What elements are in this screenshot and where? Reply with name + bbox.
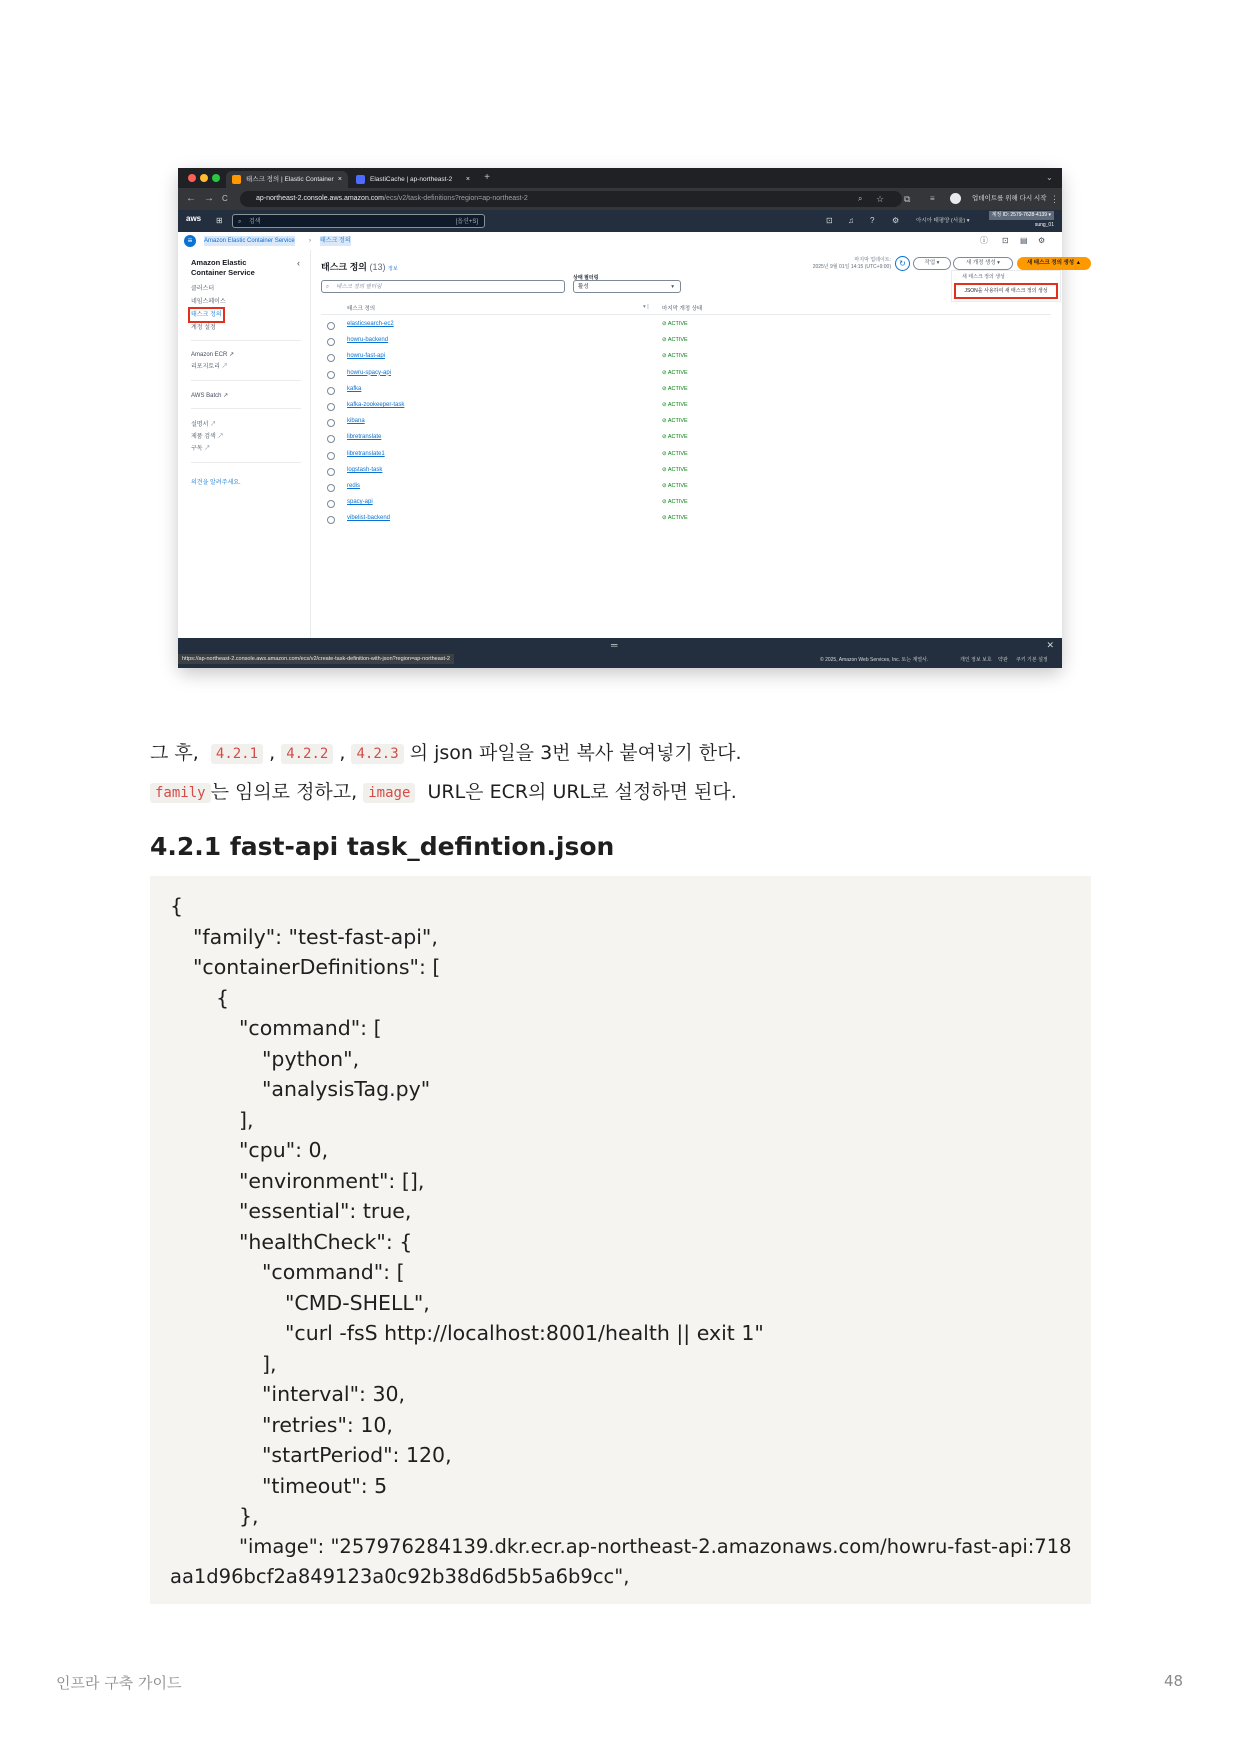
code-line: "family": "test-fast-api", bbox=[193, 925, 438, 949]
check-circle-icon: ⊘ bbox=[662, 450, 668, 457]
row-radio-button[interactable] bbox=[327, 500, 335, 508]
table-row[interactable] bbox=[321, 415, 1051, 431]
table-row[interactable] bbox=[321, 318, 1051, 334]
region-selector[interactable]: 아시아 태평양 (서울) ▾ bbox=[916, 218, 970, 224]
status-badge bbox=[662, 499, 688, 505]
code-line: ], bbox=[239, 1108, 254, 1132]
inline-code-image: image bbox=[363, 783, 415, 803]
tab-title: 태스크 정의 | Elastic Container bbox=[246, 176, 334, 183]
check-circle-icon: ⊘ bbox=[662, 418, 668, 425]
check-circle-icon: ⊘ bbox=[662, 385, 668, 392]
footer-doc-title: 인프라 구축 가이드 bbox=[56, 1674, 182, 1692]
zoom-icon[interactable]: ⌕ bbox=[858, 194, 863, 203]
task-count: (13) bbox=[369, 262, 386, 272]
filter-placeholder: 태스크 정의 필터링 bbox=[336, 284, 382, 290]
row-radio-button[interactable] bbox=[327, 371, 335, 379]
feedback-icon[interactable]: ⊡ bbox=[1002, 236, 1009, 245]
status-badge bbox=[662, 402, 688, 408]
back-icon[interactable]: ← bbox=[186, 193, 196, 204]
refresh-icon[interactable]: ↻ bbox=[895, 256, 910, 271]
column-header-status[interactable]: 마지막 개정 상태 bbox=[662, 306, 703, 312]
sidebar-item-aws-batch[interactable]: AWS Batch ↗ bbox=[191, 393, 229, 399]
preferences-gear-icon[interactable]: ⚙ bbox=[1038, 236, 1046, 245]
sidebar-divider bbox=[191, 340, 301, 341]
task-definition-link[interactable]: spacy-api bbox=[347, 499, 373, 506]
task-definition-link[interactable]: howru-spacy-api bbox=[347, 369, 392, 376]
page-title-text: 태스크 정의 bbox=[321, 262, 367, 272]
check-circle-icon: ⊘ bbox=[662, 353, 668, 360]
profile-avatar[interactable] bbox=[950, 193, 961, 204]
code-line: }, bbox=[239, 1504, 259, 1528]
sidebar-divider bbox=[191, 380, 301, 381]
url-field[interactable] bbox=[240, 191, 902, 207]
status-text: ACTIVE bbox=[667, 369, 688, 376]
status-text: ACTIVE bbox=[667, 515, 688, 522]
table-row[interactable] bbox=[321, 480, 1051, 496]
ecs-favicon-icon bbox=[232, 175, 241, 184]
sidebar-item-task-definitions[interactable]: 태스크 정의 bbox=[191, 312, 222, 318]
breadcrumb-separator-icon: › bbox=[309, 238, 311, 244]
code-line: { bbox=[216, 986, 230, 1010]
status-text: ACTIVE bbox=[667, 466, 688, 473]
console-screenshot bbox=[178, 168, 1082, 668]
forward-icon[interactable]: → bbox=[204, 193, 214, 204]
task-definition-link[interactable]: howru-fast-api bbox=[347, 353, 386, 360]
close-tab-icon[interactable]: × bbox=[465, 176, 470, 183]
footer-link-privacy[interactable]: 개인 정보 보호 bbox=[960, 657, 992, 663]
sidebar-title: Amazon Elastic Container Service bbox=[191, 258, 255, 277]
status-badge bbox=[662, 483, 688, 489]
check-circle-icon: ⊘ bbox=[662, 466, 668, 473]
sidebar-item-docs[interactable]: 설명서 ↗ bbox=[191, 422, 217, 428]
sidebar-item-discover[interactable]: 제품 검색 ↗ bbox=[191, 434, 224, 440]
sidebar-item-account-settings[interactable]: 계정 설정 bbox=[191, 325, 216, 331]
breadcrumb bbox=[178, 232, 1062, 251]
table-row[interactable] bbox=[321, 383, 1051, 399]
sidebar-divider bbox=[191, 408, 301, 409]
row-radio-button[interactable] bbox=[327, 387, 335, 395]
console-footer bbox=[178, 652, 1062, 668]
task-definition-link[interactable]: howru-backend bbox=[347, 337, 389, 344]
sort-icon[interactable]: ▾ | bbox=[643, 304, 649, 310]
task-definition-link[interactable]: vibelist-backend bbox=[347, 515, 391, 522]
close-window-icon[interactable] bbox=[188, 174, 196, 182]
aws-search-input[interactable] bbox=[232, 214, 485, 228]
code-line: "essential": true, bbox=[239, 1199, 412, 1223]
status-text: ACTIVE bbox=[667, 321, 688, 327]
task-definitions-panel bbox=[311, 250, 1082, 638]
table-header bbox=[321, 302, 1051, 315]
task-definition-link[interactable]: kafka bbox=[347, 385, 362, 392]
row-radio-button[interactable] bbox=[327, 338, 335, 346]
check-circle-icon: ⊘ bbox=[662, 434, 668, 441]
code-line: "command": [ bbox=[239, 1016, 382, 1040]
task-definition-link[interactable]: redis bbox=[347, 483, 361, 489]
code-line: "curl -fsS http://localhost:8001/health || exit 1" bbox=[285, 1321, 764, 1345]
bottom-drawer bbox=[178, 638, 1062, 652]
sidebar-item-namespaces[interactable]: 네임스페이스 bbox=[191, 299, 226, 305]
update-button[interactable]: 업데이트를 위해 다시 시작 bbox=[972, 195, 1047, 202]
breadcrumb-task-definitions[interactable]: 태스크 정의 bbox=[320, 238, 351, 244]
table-row[interactable] bbox=[321, 464, 1051, 480]
code-line: "interval": 30, bbox=[262, 1382, 406, 1406]
sidebar-item-ecr[interactable]: Amazon ECR ↗ bbox=[191, 352, 235, 358]
code-line: aa1d96bcf2a849123a0c92b38d6d5b5a6b9cc", bbox=[170, 1565, 630, 1588]
code-line: "analysisTag.py" bbox=[262, 1077, 431, 1101]
sidebar-divider bbox=[191, 462, 301, 463]
status-badge bbox=[662, 418, 688, 424]
browser-menu-icon[interactable]: ⋮ bbox=[1050, 194, 1059, 204]
footer-link-terms[interactable]: 약관 bbox=[998, 657, 1008, 663]
browser-address-bar bbox=[178, 188, 1062, 210]
tab-search-icon[interactable]: ⌄ bbox=[1046, 173, 1053, 182]
info-circle-icon[interactable]: ⓘ bbox=[980, 236, 988, 245]
inline-code-family: family bbox=[150, 783, 211, 803]
status-text: ACTIVE bbox=[667, 450, 688, 457]
task-definition-link[interactable]: kafka-zookeeper-task bbox=[347, 402, 405, 408]
status-badge bbox=[662, 353, 688, 359]
code-line: "startPeriod": 120, bbox=[262, 1443, 452, 1467]
sidebar-item-subscriptions[interactable]: 구독 ↗ bbox=[191, 446, 211, 452]
check-circle-icon: ⊘ bbox=[662, 515, 668, 522]
browser-tab-ecs[interactable] bbox=[226, 171, 348, 188]
table-row[interactable] bbox=[321, 367, 1051, 383]
text: 는 임의로 정하고, bbox=[210, 781, 358, 803]
aws-console-header bbox=[178, 210, 1062, 232]
notifications-bell-icon[interactable]: ♫ bbox=[848, 216, 854, 225]
check-circle-icon: ⊘ bbox=[662, 483, 668, 489]
code-line: { bbox=[170, 894, 184, 918]
row-radio-button[interactable] bbox=[327, 354, 335, 362]
code-line: "containerDefinitions": [ bbox=[193, 955, 441, 979]
new-revision-button[interactable]: 새 개정 생성 ▾ bbox=[953, 257, 1013, 270]
task-definition-link[interactable]: libretranslate1 bbox=[347, 450, 385, 457]
status-text: ACTIVE bbox=[667, 483, 688, 489]
row-radio-button[interactable] bbox=[327, 419, 335, 427]
status-badge bbox=[662, 386, 688, 392]
row-radio-button[interactable] bbox=[327, 435, 335, 443]
menu-item-create-with-json[interactable]: JSON을 사용하여 새 태스크 정의 생성 bbox=[954, 283, 1058, 299]
text: 그 후, bbox=[150, 742, 199, 764]
status-badge bbox=[662, 370, 688, 376]
nav-menu-icon[interactable]: ≡ bbox=[184, 235, 196, 247]
table-row[interactable] bbox=[321, 496, 1051, 512]
chevron-down-icon: ▾ bbox=[671, 284, 674, 290]
tab-title: ElastiCache | ap-northeast-2 bbox=[370, 176, 453, 183]
url-path: /ecs/v2/task-definitions?region=ap-northeast-2 bbox=[384, 195, 528, 202]
info-link[interactable]: 정보 bbox=[388, 266, 398, 272]
search-icon: ⌕ bbox=[238, 219, 242, 225]
comma: , bbox=[269, 742, 276, 764]
sidebar-feedback-link[interactable]: 의견을 알려주세요. bbox=[191, 480, 241, 486]
table-row[interactable] bbox=[321, 350, 1051, 366]
sidebar-item-clusters[interactable]: 클러스터 bbox=[191, 286, 215, 292]
section-ref-4-2-3[interactable]: 4.2.3 bbox=[351, 744, 403, 764]
paragraph-family-image bbox=[150, 779, 737, 805]
maximize-window-icon[interactable] bbox=[212, 174, 220, 182]
reload-icon[interactable]: C bbox=[222, 194, 228, 203]
check-circle-icon: ⊘ bbox=[662, 369, 668, 376]
check-circle-icon: ⊘ bbox=[662, 321, 668, 327]
code-line: "cpu": 0, bbox=[239, 1138, 329, 1162]
text: URL은 ECR의 URL로 설정하면 된다. bbox=[427, 781, 737, 803]
code-line: "healthCheck": { bbox=[239, 1230, 413, 1254]
code-line: "command": [ bbox=[262, 1260, 405, 1284]
status-badge bbox=[662, 515, 688, 521]
row-radio-button[interactable] bbox=[327, 322, 335, 330]
row-radio-button[interactable] bbox=[327, 484, 335, 492]
bookmark-star-icon[interactable]: ☆ bbox=[876, 194, 885, 204]
task-definition-link[interactable]: elasticsearch-ec2 bbox=[347, 321, 394, 327]
menu-item-create[interactable]: 새 태스크 정의 생성 bbox=[962, 274, 1005, 280]
browser-tab-elasticache[interactable] bbox=[350, 171, 476, 188]
row-radio-button[interactable] bbox=[327, 452, 335, 460]
account-id: 계정 ID: 2579-7628-4139 ▾ bbox=[989, 211, 1054, 220]
section-ref-4-2-1[interactable]: 4.2.1 bbox=[211, 744, 263, 764]
table-row[interactable] bbox=[321, 512, 1051, 528]
row-radio-button[interactable] bbox=[327, 403, 335, 411]
status-text: ACTIVE bbox=[667, 402, 688, 408]
status-text: ACTIVE bbox=[667, 499, 688, 506]
media-icon[interactable]: ≡ bbox=[930, 194, 935, 203]
status-badge bbox=[662, 467, 688, 473]
table-row[interactable] bbox=[321, 334, 1051, 350]
check-circle-icon: ⊘ bbox=[662, 337, 668, 344]
account-menu[interactable] bbox=[978, 211, 1058, 231]
task-definition-link[interactable]: libretranslate bbox=[347, 434, 382, 441]
status-text: ACTIVE bbox=[667, 385, 688, 392]
code-block bbox=[150, 876, 1091, 1604]
comma: , bbox=[339, 742, 346, 764]
status-badge bbox=[662, 321, 688, 327]
status-badge bbox=[662, 451, 688, 457]
help-icon[interactable]: ? bbox=[870, 216, 875, 225]
settings-gear-icon[interactable]: ⚙ bbox=[892, 216, 900, 225]
services-grid-icon[interactable]: ⊞ bbox=[216, 216, 223, 225]
task-definition-link[interactable]: kibana bbox=[347, 418, 365, 425]
collapse-sidebar-icon[interactable]: ‹ bbox=[297, 258, 300, 268]
search-shortcut-hint: [옵션+S] bbox=[455, 219, 478, 225]
extensions-icon[interactable]: ⧉ bbox=[904, 194, 911, 204]
text: 의 json 파일을 3번 복사 붙여넣기 한다. bbox=[409, 742, 742, 764]
search-icon: ⌕ bbox=[326, 284, 330, 290]
page-number: 48 bbox=[1164, 1672, 1184, 1690]
task-definition-link[interactable]: logstash-task bbox=[347, 466, 383, 473]
panel-icon[interactable]: ▤ bbox=[1020, 236, 1028, 245]
table-row[interactable] bbox=[321, 448, 1051, 464]
row-radio-button[interactable] bbox=[327, 516, 335, 524]
close-tab-icon[interactable]: × bbox=[337, 176, 342, 183]
elasticache-favicon-icon bbox=[356, 175, 365, 184]
row-radio-button[interactable] bbox=[327, 468, 335, 476]
code-line: ], bbox=[262, 1352, 277, 1376]
copyright: © 2025, Amazon Web Services, Inc. 또는 계열사. bbox=[820, 657, 929, 663]
task-filter-input[interactable] bbox=[321, 280, 565, 293]
create-task-definition-button[interactable]: 새 태스크 정의 생성 ▲ bbox=[1017, 257, 1091, 270]
drag-handle-icon[interactable]: ═ bbox=[611, 640, 618, 650]
status-filter-select[interactable] bbox=[573, 280, 681, 293]
section-heading: 4.2.1 fast-api task_defintion.json bbox=[150, 832, 615, 861]
status-badge bbox=[662, 337, 688, 343]
footer-link-cookies[interactable]: 쿠키 기본 설정 bbox=[1016, 657, 1048, 663]
account-user: sung_01 bbox=[1034, 222, 1054, 228]
status-text: ACTIVE bbox=[667, 337, 688, 344]
aws-logo[interactable]: aws bbox=[186, 214, 202, 223]
section-ref-4-2-2[interactable]: 4.2.2 bbox=[281, 744, 333, 764]
code-line: "environment": [], bbox=[239, 1169, 425, 1193]
breadcrumb-ecs[interactable]: Amazon Elastic Container Service bbox=[204, 238, 295, 244]
new-tab-button[interactable]: + bbox=[484, 172, 490, 183]
column-header-name[interactable]: 태스크 정의 bbox=[347, 306, 376, 312]
url-host: ap-northeast-2.console.aws.amazon.com bbox=[256, 195, 385, 202]
ecs-sidebar bbox=[178, 250, 311, 638]
status-bar-url: https://ap-northeast-2.console.aws.amazon.com/ecs/v2/create-task-definition-with-json?region=ap-northeast-2 bbox=[178, 654, 454, 664]
status-badge bbox=[662, 434, 688, 440]
last-updated: 마지막 업데이트: 2025년 9월 01일 14:15 (UTC+9:00) bbox=[812, 257, 891, 270]
table-row[interactable] bbox=[321, 431, 1051, 447]
check-circle-icon: ⊘ bbox=[662, 499, 668, 506]
sidebar-item-repositories[interactable]: 리포지토리 ↗ bbox=[191, 364, 228, 370]
create-dropdown-menu bbox=[951, 270, 1061, 302]
code-line: "retries": 10, bbox=[262, 1413, 393, 1437]
table-row[interactable] bbox=[321, 399, 1051, 415]
page-title bbox=[321, 260, 398, 273]
search-placeholder: 검색 bbox=[249, 219, 261, 225]
actions-button[interactable]: 작업 ▾ bbox=[913, 257, 951, 270]
browser-tab-bar bbox=[178, 168, 1062, 188]
status-filter-value: 활성 bbox=[578, 284, 589, 290]
cloudshell-icon[interactable]: ⊡ bbox=[826, 216, 833, 225]
status-text: ACTIVE bbox=[667, 353, 688, 360]
paragraph-copy-json bbox=[150, 740, 742, 766]
check-circle-icon: ⊘ bbox=[662, 402, 668, 408]
minimize-window-icon[interactable] bbox=[200, 174, 208, 182]
code-line: "python", bbox=[262, 1047, 360, 1071]
status-text: ACTIVE bbox=[667, 434, 688, 441]
code-line: "CMD-SHELL", bbox=[285, 1291, 430, 1315]
status-filter-label: 상태 필터링 bbox=[573, 275, 599, 281]
status-text: ACTIVE bbox=[667, 418, 688, 425]
close-icon[interactable]: ✕ bbox=[1046, 640, 1054, 650]
code-line: "timeout": 5 bbox=[262, 1474, 388, 1498]
code-line: "image": "257976284139.dkr.ecr.ap-northeast-2.amazonaws.com/howru-fast-api:718 bbox=[239, 1535, 1072, 1558]
